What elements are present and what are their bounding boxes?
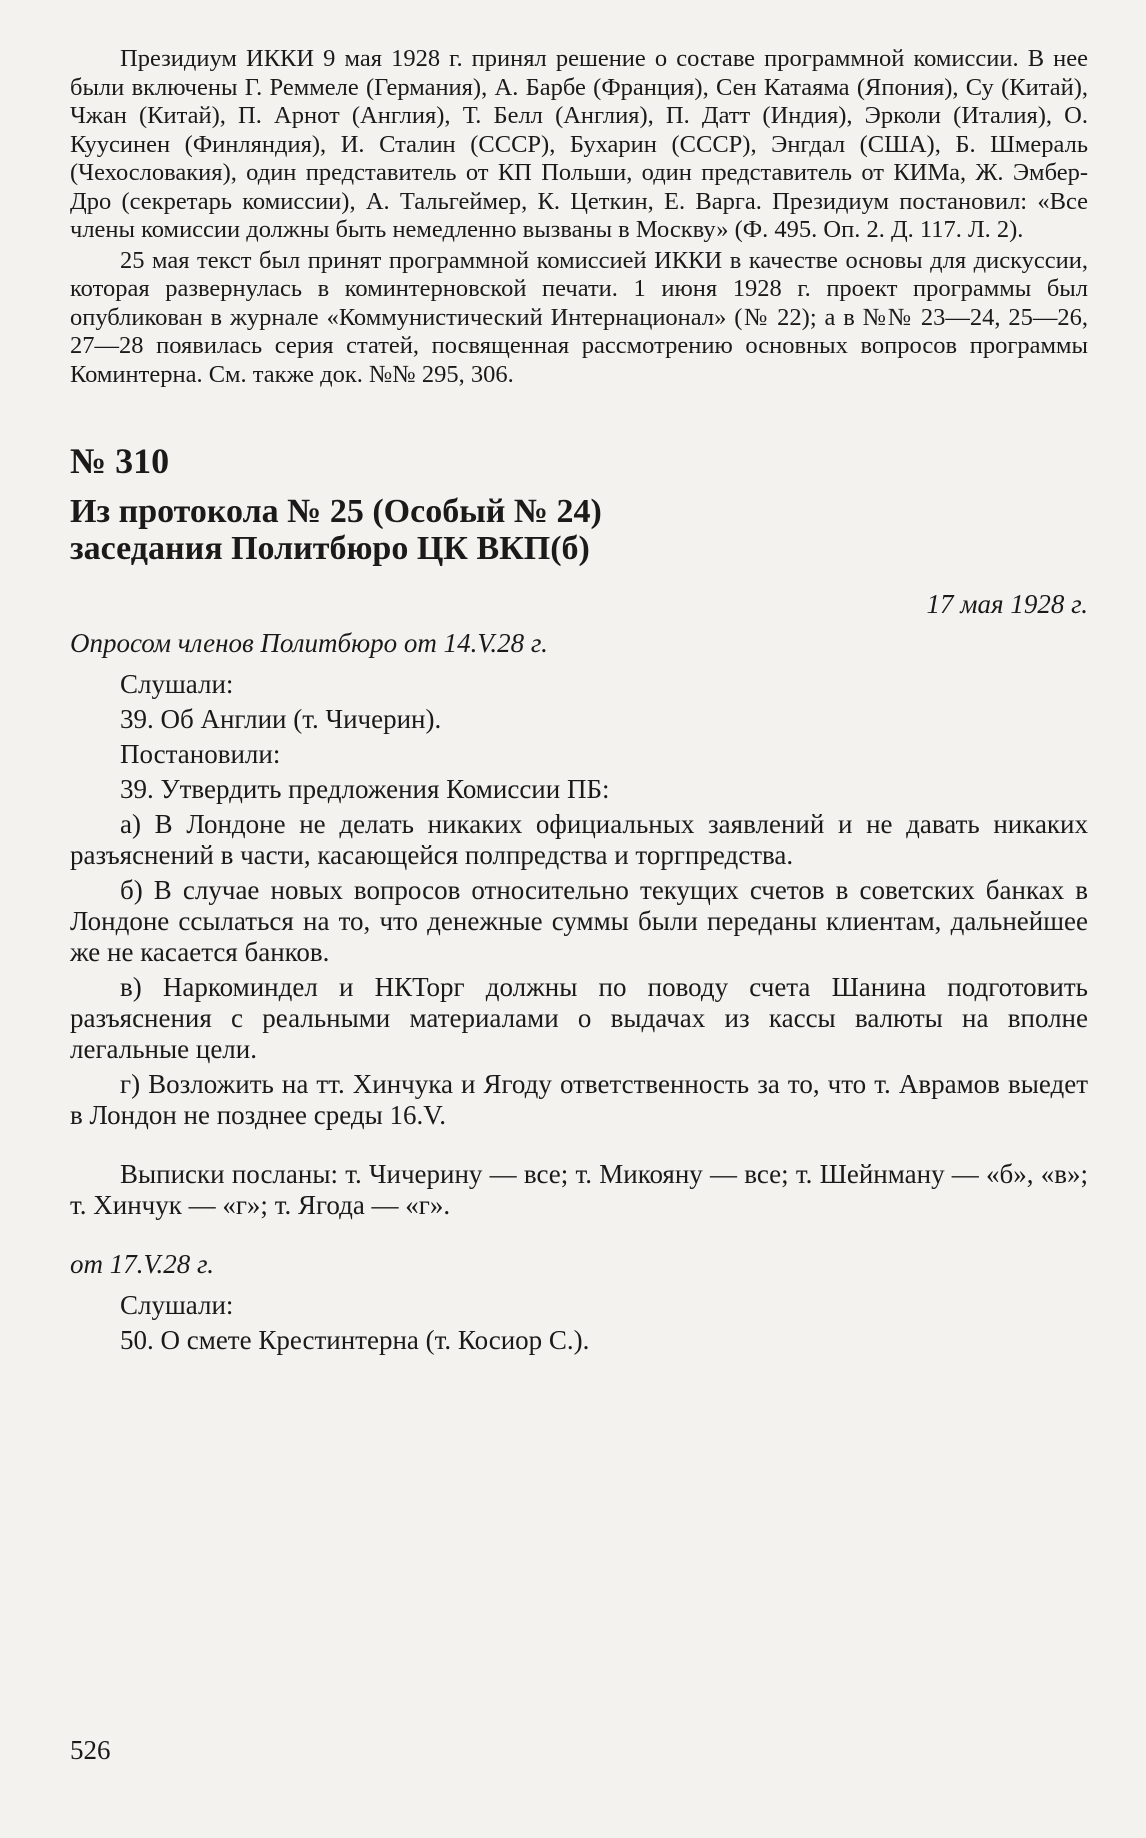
document-title-line-1: Из протокола № 25 (Особый № 24)	[70, 493, 602, 530]
decision-point-a: а) В Лондоне не делать никаких официальных заявлений и не давать никаких разъяснений в части, касающейся полпредства и торгпредства.	[70, 809, 1088, 870]
agenda-item-39: 39. Об Англии (т. Чичерин).	[120, 704, 442, 734]
note-paragraph-2: 25 мая текст был принят программной комиссией ИККИ в качестве основы для дискуссии, которая развернулась в коминтерновской печати. 1 июня 1928 г. проект программы был опубликован в журнале «Коммунистический Интернационал» (№ 22); а в №№ 23—24, 25—26, 27—28 появилась серия статей, посвященная рассмотрению основных вопросов программы Коминтерна. См. также док. №№ 295, 306.	[70, 246, 1088, 388]
extracts-sent: Выписки посланы: т. Чичерину — все; т. Микояну — все; т. Шейнману — «б», «в»; т. Хинчук — «г»; т. Ягода — «г».	[70, 1159, 1088, 1220]
heard-label-1: Слушали:	[120, 669, 234, 699]
document-number: № 310	[70, 441, 170, 481]
protocol-body	[70, 669, 1088, 1356]
document-page	[70, 45, 1088, 1360]
decided-label: Постановили:	[120, 739, 281, 769]
decision-point-b: б) В случае новых вопросов относительно текущих счетов в советских банках в Лондоне ссылаться на то, что денежные суммы были переданы клиентам, дальнейшее же не касается банков.	[70, 875, 1088, 967]
document-date: 17 мая 1928 г.	[926, 589, 1088, 619]
from-date-line: от 17.V.28 г.	[70, 1249, 214, 1279]
document-title-line-2: заседания Политбюро ЦК ВКП(б)	[70, 530, 590, 567]
poll-line: Опросом членов Политбюро от 14.V.28 г.	[70, 628, 548, 658]
decision-point-v: в) Наркоминдел и НКТорг должны по поводу счета Шанина подготовить разъяснения с реальными материалами о выдачах из кассы валюты на вполне легальные цели.	[70, 972, 1088, 1064]
agenda-item-50: 50. О смете Крестинтерна (т. Косиор С.).	[120, 1325, 590, 1355]
heard-label-2: Слушали:	[120, 1290, 234, 1320]
decision-39: 39. Утвердить предложения Комиссии ПБ:	[120, 774, 610, 804]
page-number: 526	[70, 1735, 111, 1765]
notes-block	[70, 45, 1088, 389]
note-paragraph-1: Президиум ИККИ 9 мая 1928 г. принял решение о составе программной комиссии. В нее были включены Г. Реммеле (Германия), А. Барбе (Франция), Сен Катаяма (Япония), Су (Китай), Чжан (Китай), П. Арнот (Англия), Т. Белл (Англия), П. Датт (Индия), Эрколи (Италия), О. Куусинен (Финляндия), И. Сталин (СССР), Бухарин (СССР), Энгдал (США), Б. Шмераль (Чехословакия), один представитель от КП Польши, один представитель от КИМа, Ж. Эмбер-Дро (секретарь комиссии), А. Тальгеймер, К. Цеткин, Е. Варга. Президиум постановил: «Все члены комиссии должны быть немедленно вызваны в Москву» (Ф. 495. Оп. 2. Д. 117. Л. 2).	[70, 45, 1088, 243]
decision-point-g: г) Возложить на тт. Хинчука и Ягоду ответственность за то, что т. Аврамов выедет в Лондон не позднее среды 16.V.	[70, 1069, 1088, 1130]
